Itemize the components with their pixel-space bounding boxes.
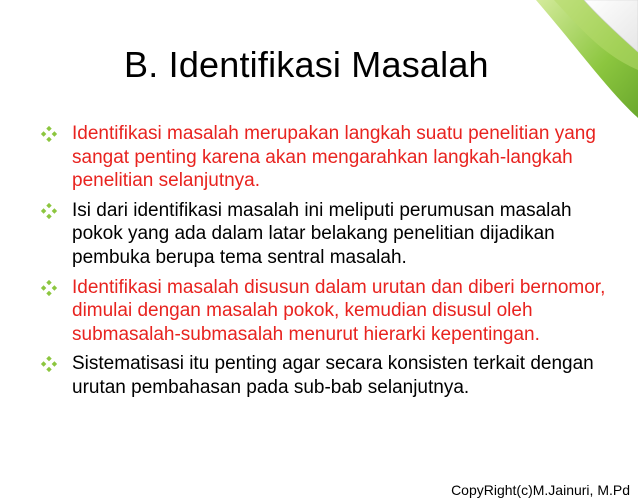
bullet-text: Sistematisasi itu penting agar secara konsisten terkait dengan urutan pembahasan pada sub-bab selanjutnya. bbox=[72, 353, 594, 398]
bullet-item bbox=[40, 352, 610, 399]
page-curl-icon bbox=[488, 0, 638, 120]
bullet-item bbox=[40, 122, 610, 193]
four-diamond-bullet-icon bbox=[40, 202, 58, 220]
slide-title: B. Identifikasi Masalah bbox=[124, 44, 489, 85]
four-diamond-bullet-icon bbox=[40, 355, 58, 373]
bullet-text: Isi dari identifikasi masalah ini meliputi perumusan masalah pokok yang ada dalam latar belakang penelitian dijadikan pembuka berupa tema sentral masalah. bbox=[72, 199, 572, 268]
bullet-text: Identifikasi masalah merupakan langkah suatu penelitian yang sangat penting karena akan mengarahkan langkah-langkah penelitian selanjutnya. bbox=[72, 123, 596, 192]
four-diamond-bullet-icon bbox=[40, 125, 58, 143]
bullet-list bbox=[40, 122, 610, 406]
copyright-footer: CopyRight(c)M.Jainuri, M.Pd bbox=[451, 482, 630, 498]
bullet-item bbox=[40, 199, 610, 270]
bullet-text: Identifikasi masalah disusun dalam urutan dan diberi bernomor, dimulai dengan masalah pokok, kemudian disusul oleh submasalah-submasalah menurut hierarki kepentingan. bbox=[72, 276, 606, 345]
bullet-item bbox=[40, 276, 610, 347]
four-diamond-bullet-icon bbox=[40, 279, 58, 297]
